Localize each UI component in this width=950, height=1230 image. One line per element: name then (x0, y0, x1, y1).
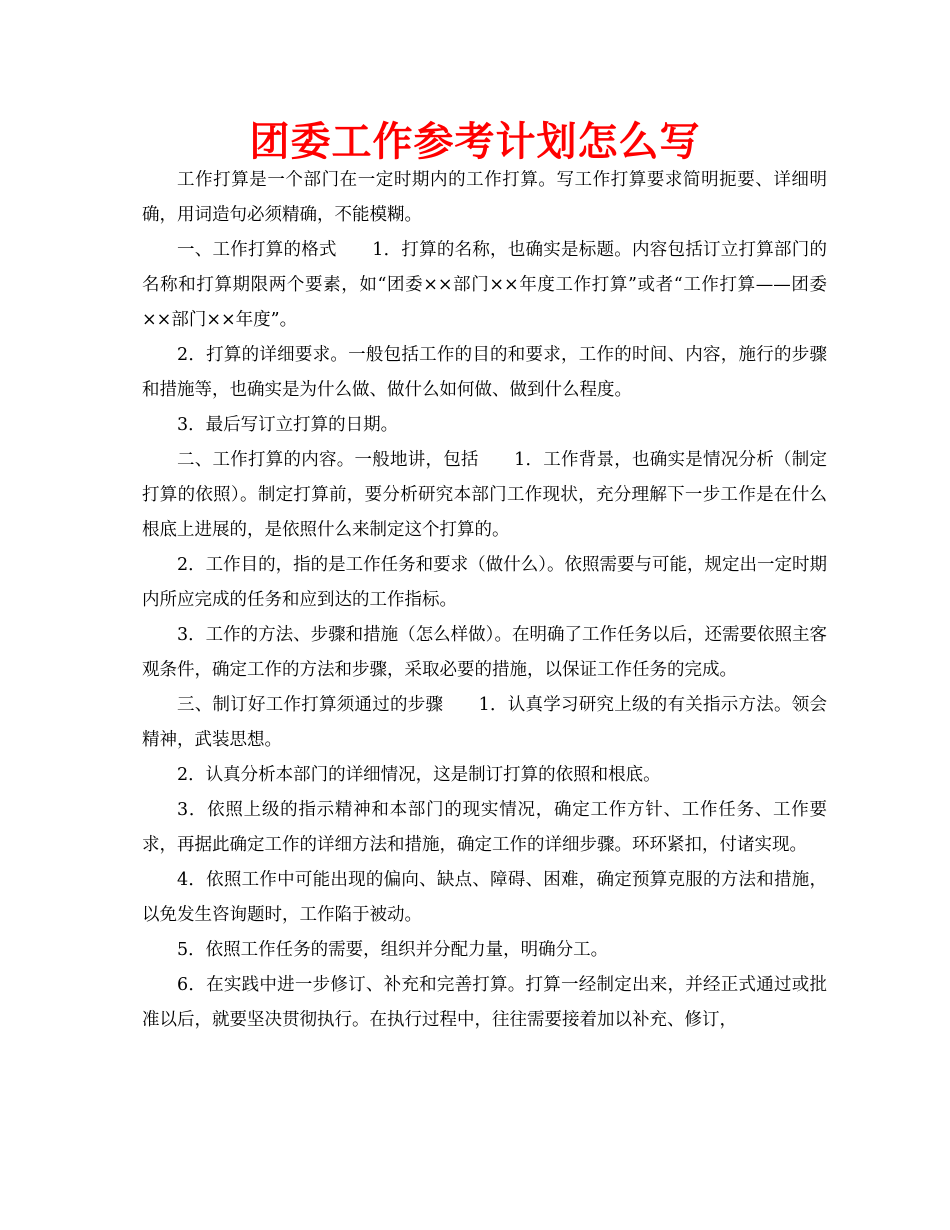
paragraph: 二、工作打算的内容。一般地讲，包括 1．工作背景，也确实是情况分析（制定打算的依照）。制定打算前，要分析研究本部门工作现状，充分理解下一步工作是在什么根底上进展的，是依照什么来制定这个打算的。 (142, 450, 827, 540)
document-body (142, 163, 827, 1038)
paragraph: 工作打算是一个部门在一定时期内的工作打算。写工作打算要求简明扼要、详细明确，用词造句必须精确，不能模糊。 (142, 170, 827, 225)
paragraph: 一、工作打算的格式 1．打算的名称，也确实是标题。内容包括订立打算部门的名称和打算期限两个要素，如“团委××部门××年度工作打算”或者“工作打算——团委××部门××年度”。 (142, 240, 827, 330)
paragraph: 3．依照上级的指示精神和本部门的现实情况，确定工作方针、工作任务、工作要求，再据此确定工作的详细方法和措施，确定工作的详细步骤。环环紧扣，付诸实现。 (142, 800, 827, 855)
paragraph: 5．依照工作任务的需要，组织并分配力量，明确分工。 (177, 940, 609, 960)
paragraph: 3．工作的方法、步骤和措施（怎么样做）。在明确了工作任务以后，还需要依照主客观条件，确定工作的方法和步骤，采取必要的措施，以保证工作任务的完成。 (142, 625, 827, 680)
paragraph: 2．认真分析本部门的详细情况，这是制订打算的依照和根底。 (177, 765, 661, 785)
paragraph: 3．最后写订立打算的日期。 (177, 415, 399, 435)
paragraph: 2．工作目的，指的是工作任务和要求（做什么）。依照需要与可能，规定出一定时期内所应完成的任务和应到达的工作指标。 (142, 555, 827, 610)
paragraph: 2．打算的详细要求。一般包括工作的目的和要求，工作的时间、内容，施行的步骤和措施等，也确实是为什么做、做什么如何做、做到什么程度。 (142, 345, 827, 400)
document-title: 团委工作参考计划怎么写 (249, 119, 701, 165)
paragraph: 6．在实践中进一步修订、补充和完善打算。打算一经制定出来，并经正式通过或批准以后，就要坚决贯彻执行。在执行过程中，往往需要接着加以补充、修订， (142, 975, 827, 1030)
paragraph: 4．依照工作中可能出现的偏向、缺点、障碍、困难，确定预算克服的方法和措施，以免发生咨询题时，工作陷于被动。 (142, 870, 827, 925)
paragraph: 三、制订好工作打算须通过的步骤 1．认真学习研究上级的有关指示方法。领会精神，武装思想。 (142, 695, 827, 750)
